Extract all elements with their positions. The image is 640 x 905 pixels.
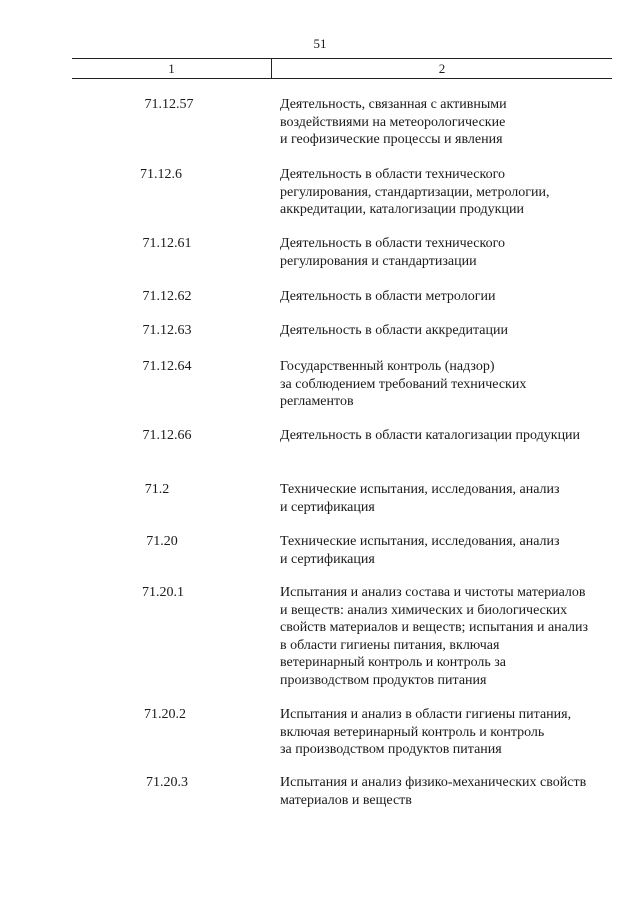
- description-line: воздействиями на метеорологические: [280, 114, 506, 130]
- classification-code: 71.20: [146, 534, 178, 549]
- classification-code: 71.20.3: [146, 775, 188, 790]
- description-line: регламентов: [280, 394, 354, 409]
- description-line: ветеринарный контроль и контроль за: [280, 655, 507, 670]
- description-line: Деятельность, связанная с активными: [280, 97, 507, 112]
- classification-code: 71.2: [144, 482, 170, 497]
- activity-description: [280, 96, 625, 149]
- classification-code: 71.12.61: [142, 236, 192, 251]
- column-header-2: 2: [438, 61, 446, 76]
- description-line: Государственный контроль (надзор): [280, 359, 495, 374]
- description-line: включая ветеринарный контроль и контроль: [280, 724, 545, 740]
- column-header-1: 1: [72, 59, 272, 78]
- classification-code: 71.12.64: [142, 359, 192, 374]
- description-line: Испытания и анализ физико-механических свойств: [280, 775, 587, 790]
- activity-description: [280, 166, 625, 219]
- activity-description: [280, 358, 625, 411]
- page-number: 51: [313, 36, 327, 51]
- activity-description: [280, 322, 625, 340]
- description-line: Технические испытания, исследования, анализ: [280, 482, 560, 497]
- activity-description: [280, 427, 625, 445]
- description-line: Испытания и анализ состава и чистоты материалов: [280, 585, 586, 600]
- classification-code: 71.12.66: [142, 428, 192, 443]
- description-line: Деятельность в области технического: [280, 167, 505, 182]
- table-header: [72, 58, 612, 79]
- description-line: материалов и веществ: [280, 792, 412, 808]
- description-line: и веществ: анализ химических и биологических: [280, 602, 568, 618]
- classification-code: 71.12.6: [140, 167, 182, 182]
- description-line: и геофизические процессы и явления: [280, 132, 503, 147]
- description-line: аккредитации, каталогизации продукции: [280, 202, 524, 217]
- description-line: Деятельность в области метрологии: [280, 289, 496, 304]
- activity-description: [280, 774, 625, 809]
- description-line: за производством продуктов питания: [280, 742, 502, 757]
- classification-code: 71.20.2: [144, 707, 186, 722]
- description-line: и сертификация: [280, 551, 375, 567]
- description-line: Деятельность в области каталогизации продукции: [280, 428, 581, 443]
- activity-description: [280, 288, 625, 306]
- classification-code: 71.12.62: [142, 289, 192, 304]
- description-line: Технические испытания, исследования, анализ: [280, 534, 560, 549]
- classification-code: 71.20.1: [142, 585, 184, 600]
- description-line: свойств материалов и веществ; испытания и анализ: [280, 620, 589, 635]
- description-line: регулирования, стандартизации, метрологии,: [280, 184, 550, 200]
- activity-description: [280, 481, 625, 516]
- description-line: производством продуктов питания: [280, 672, 487, 688]
- description-line: в области гигиены питания, включая: [280, 637, 500, 653]
- activity-description: [280, 235, 625, 270]
- description-line: Деятельность в области аккредитации: [280, 323, 508, 338]
- classification-code: 71.12.57: [144, 97, 194, 112]
- classification-code: 71.12.63: [142, 323, 192, 338]
- description-line: регулирования и стандартизации: [280, 253, 477, 269]
- description-line: за соблюдением требований технических: [280, 376, 527, 392]
- description-line: Деятельность в области технического: [280, 236, 505, 251]
- description-line: и сертификация: [280, 499, 375, 515]
- activity-description: [280, 584, 625, 689]
- activity-description: [280, 706, 625, 759]
- description-line: Испытания и анализ в области гигиены питания,: [280, 707, 572, 722]
- activity-description: [280, 533, 625, 568]
